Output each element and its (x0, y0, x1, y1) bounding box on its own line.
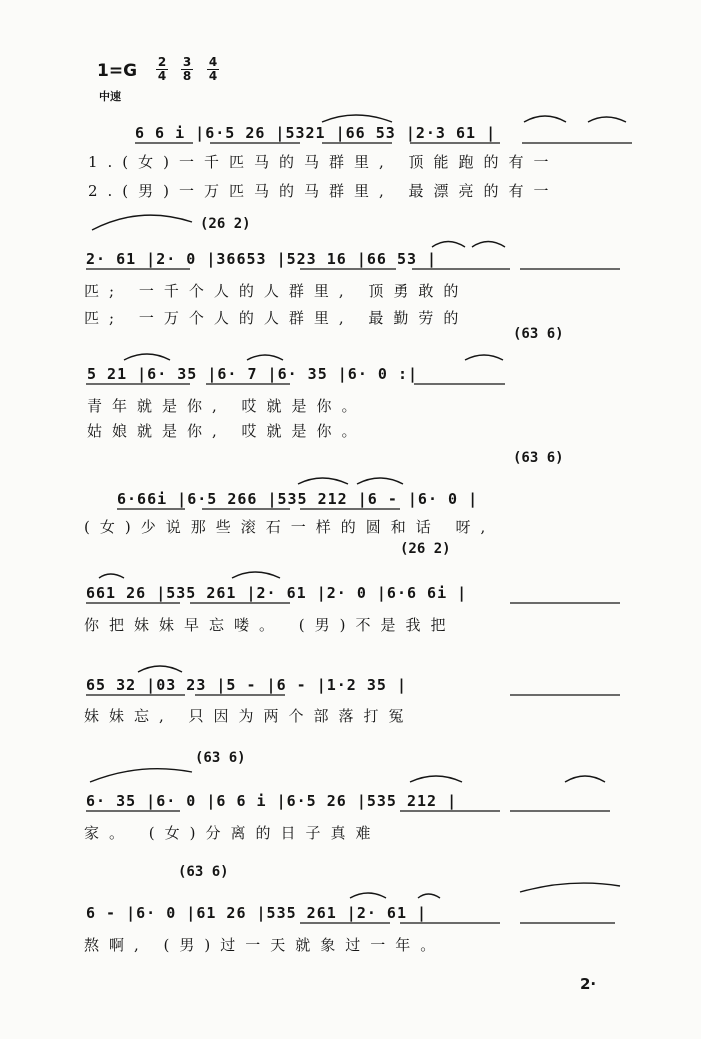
tempo-marking: 中速 (99, 90, 121, 103)
notation-line-7: 6· 35 |6· 0 |6 6 i |6·5 26 |535 212 | (86, 792, 458, 810)
lyric-line-6: 妹妹忘, 只因为两个部落打冤 (84, 707, 414, 725)
slur-mark (410, 776, 462, 782)
slur-mark (472, 242, 505, 248)
lyric-line-2a: 匹; 一千个人的人群里, 顶勇敢的 (84, 282, 469, 300)
lyric-line-3a: 青年就是你, 哎就是你。 (87, 397, 367, 415)
lyric-line-3b: 姑娘就是你, 哎就是你。 (87, 422, 367, 440)
slur-mark (247, 355, 283, 360)
lyric-line-1b: 2.(男)一万匹马的马群里, 最漂亮的有一 (88, 182, 559, 200)
slur-mark (124, 354, 170, 360)
lyric-line-8: 熬啊, (男)过一天就象过一年。 (84, 936, 446, 954)
notation-line-4: 6·66i |6·5 266 |535 212 |6 - |6· 0 | (117, 490, 479, 508)
slur-mark (350, 893, 386, 898)
parenthetical-line-5: (26 2) (400, 541, 451, 557)
slur-mark (298, 478, 348, 484)
lyric-line-2b: 匹; 一万个人的人群里, 最勤劳的 (84, 309, 469, 327)
parenthetical-line-3: (63 6) (513, 326, 564, 342)
notation-line-8: 6 - |6· 0 |61 26 |535 261 |2· 61 | (86, 904, 428, 922)
meter-2-4: $\frac{2}{4}$ (157, 55, 167, 83)
slur-mark (138, 666, 182, 672)
slur-mark (92, 215, 192, 230)
notation-line-6: 65 32 |03 23 |5 - |6 - |1·2 35 | (86, 676, 407, 694)
slur-mark (99, 574, 124, 578)
notation-line-5: 661 26 |535 261 |2· 61 |2· 0 |6·6 6i | (86, 584, 468, 602)
slur-mark (565, 776, 605, 782)
parenthetical-line-2: (26 2) (200, 216, 251, 232)
slur-mark (90, 769, 192, 782)
slur-mark (520, 883, 620, 892)
slur-mark (432, 242, 465, 248)
meter-4-4: $\frac{4}{4}$ (208, 55, 218, 83)
slur-mark (322, 115, 392, 122)
slur-mark (524, 116, 566, 122)
lyric-line-5: 你把妹妹早忘喽。 (男)不是我把 (84, 616, 456, 634)
parenthetical-line-4: (63 6) (513, 450, 564, 466)
notation-line-1: 6 6 i |6·5 26 |5321 |66 53 |2·3 61 | (135, 124, 497, 142)
slur-mark (465, 355, 503, 360)
parenthetical-line-8: (63 6) (178, 864, 229, 880)
slur-mark (232, 572, 280, 578)
slur-mark (357, 478, 403, 484)
notation-line-2: 2· 61 |2· 0 |36653 |523 16 |66 53 | (86, 250, 438, 268)
key-signature: 1=G (97, 61, 138, 81)
meter-3-8: $\frac{3}{8}$ (182, 55, 192, 83)
lyric-line-1a: 1.(女)一千匹马的马群里, 顶能跑的有一 (88, 153, 559, 171)
lyric-line-4: (女)少说那些滚石一样的圆和话 呀, (84, 518, 496, 536)
parenthetical-line-7: (63 6) (195, 750, 246, 766)
slur-mark (418, 894, 440, 898)
page-number: 2· (580, 975, 597, 993)
slur-mark (588, 117, 626, 122)
notation-line-3: 5 21 |6· 35 |6· 7 |6· 35 |6· 0 :| (87, 365, 419, 383)
lyric-line-7: 家。 (女)分离的日子真难 (84, 824, 381, 842)
